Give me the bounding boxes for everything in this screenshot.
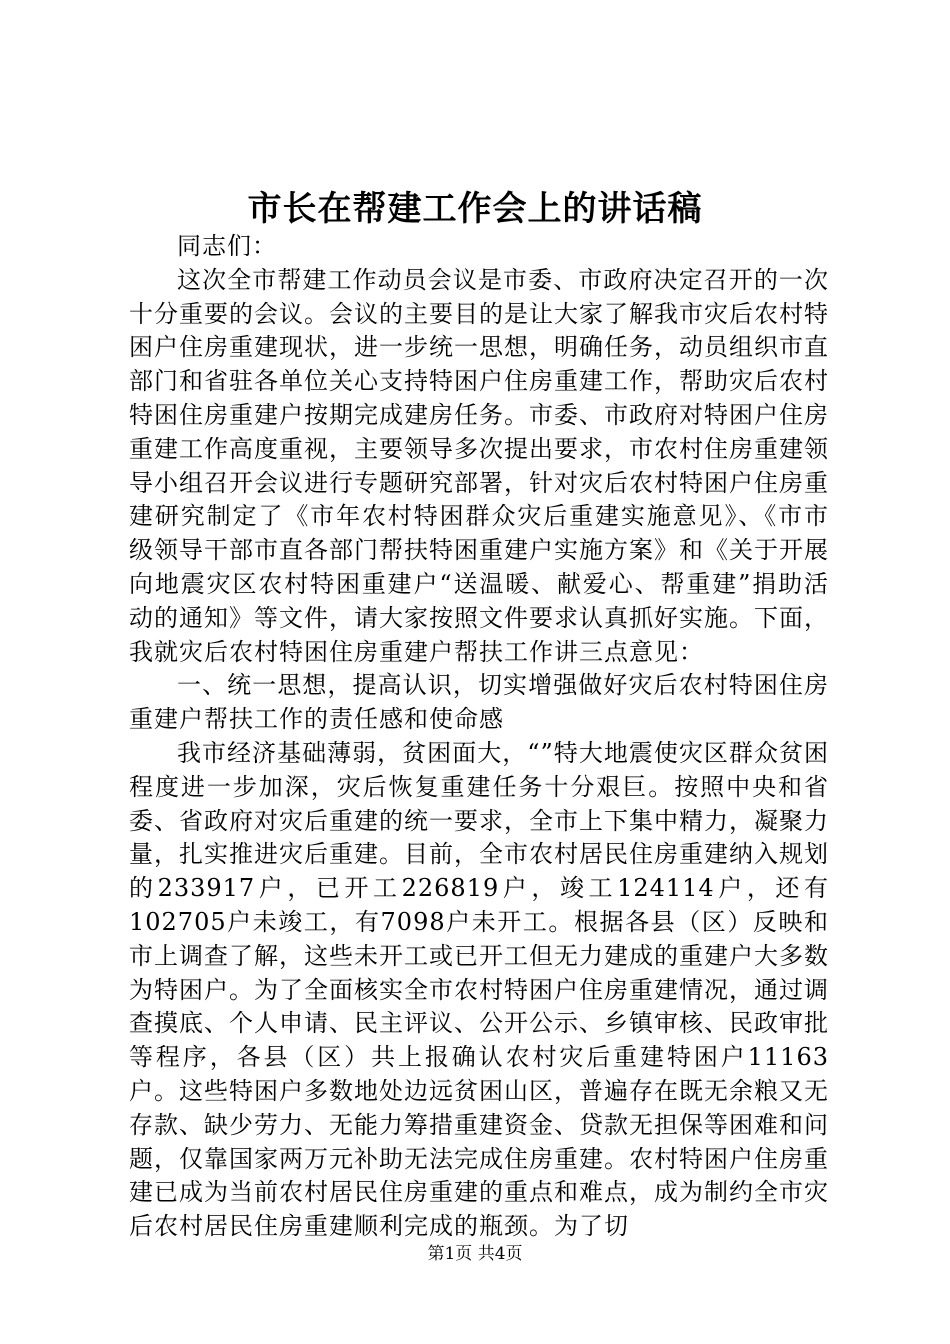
salutation: 同志们：: [177, 232, 277, 260]
section-heading-1: 一、统一思想，提高认识，切实增强做好灾后农村特困住房重建户帮扶工作的责任感和使命感: [129, 671, 829, 734]
paragraph-situation: 我市经济基础薄弱，贫困面大，“”特大地震使灾区群众贫困程度进一步加深，灾后恢复重建任务十分艰巨。按照中央和省委、省政府对灾后重建的统一要求，全市上下集中精力，凝聚力量，扎实推进灾后重建。目前，全市农村居民住房重建纳入规划的233917户，已开工226819户，竣工124114户，还有102705户未竣工，有7098户未开工。根据各县（区）反映和市上调查了解，这些未开工或已开工但无力建成的重建户大多数为特困户。为了全面核实全市农村特困户住房重建情况，通过调查摸底、个人申请、民主评议、公开公示、乡镇审核、民政审批等程序，各县（区）共上报确认农村灾后重建特困户11163户。这些特困户多数地处边远贫困山区，普遍存在既无余粮又无存款、缺少劳力、无能力筹措重建资金、贷款无担保等困难和问题，仅靠国家两万元补助无法完成住房重建。农村特困户住房重建已成为当前农村居民住房重建的重点和难点，成为制约全市灾后农村居民住房重建顺利完成的瓶颈。为了切: [129, 738, 829, 1241]
document-body: [129, 230, 829, 1244]
document-title: 市长在帮建工作会上的讲话稿: [247, 189, 703, 229]
paragraph-intro: 这次全市帮建工作动员会议是市委、市政府决定召开的一次十分重要的会议。会议的主要目的是让大家了解我市灾后农村特困户住房重建现状，进一步统一思想，明确任务，动员组织市直部门和省驻各单位关心支持特困户住房重建工作，帮助灾后农村特困住房重建户按期完成建房任务。市委、市政府对特困户住房重建工作高度重视，主要领导多次提出要求，市农村住房重建领导小组召开会议进行专题研究部署，针对灾后农村特困户住房重建研究制定了《市年农村特困群众灾后重建实施意见》、《市市级领导干部市直各部门帮扶特困重建户实施方案》和《关于开展向地震灾区农村特困重建户“送温暖、献爱心、帮重建”捐助活动的通知》等文件，请大家按照文件要求认真抓好实施。下面，我就灾后农村特困住房重建户帮扶工作讲三点意见：: [129, 265, 829, 666]
page-number: 第1页 共4页: [427, 1244, 523, 1264]
